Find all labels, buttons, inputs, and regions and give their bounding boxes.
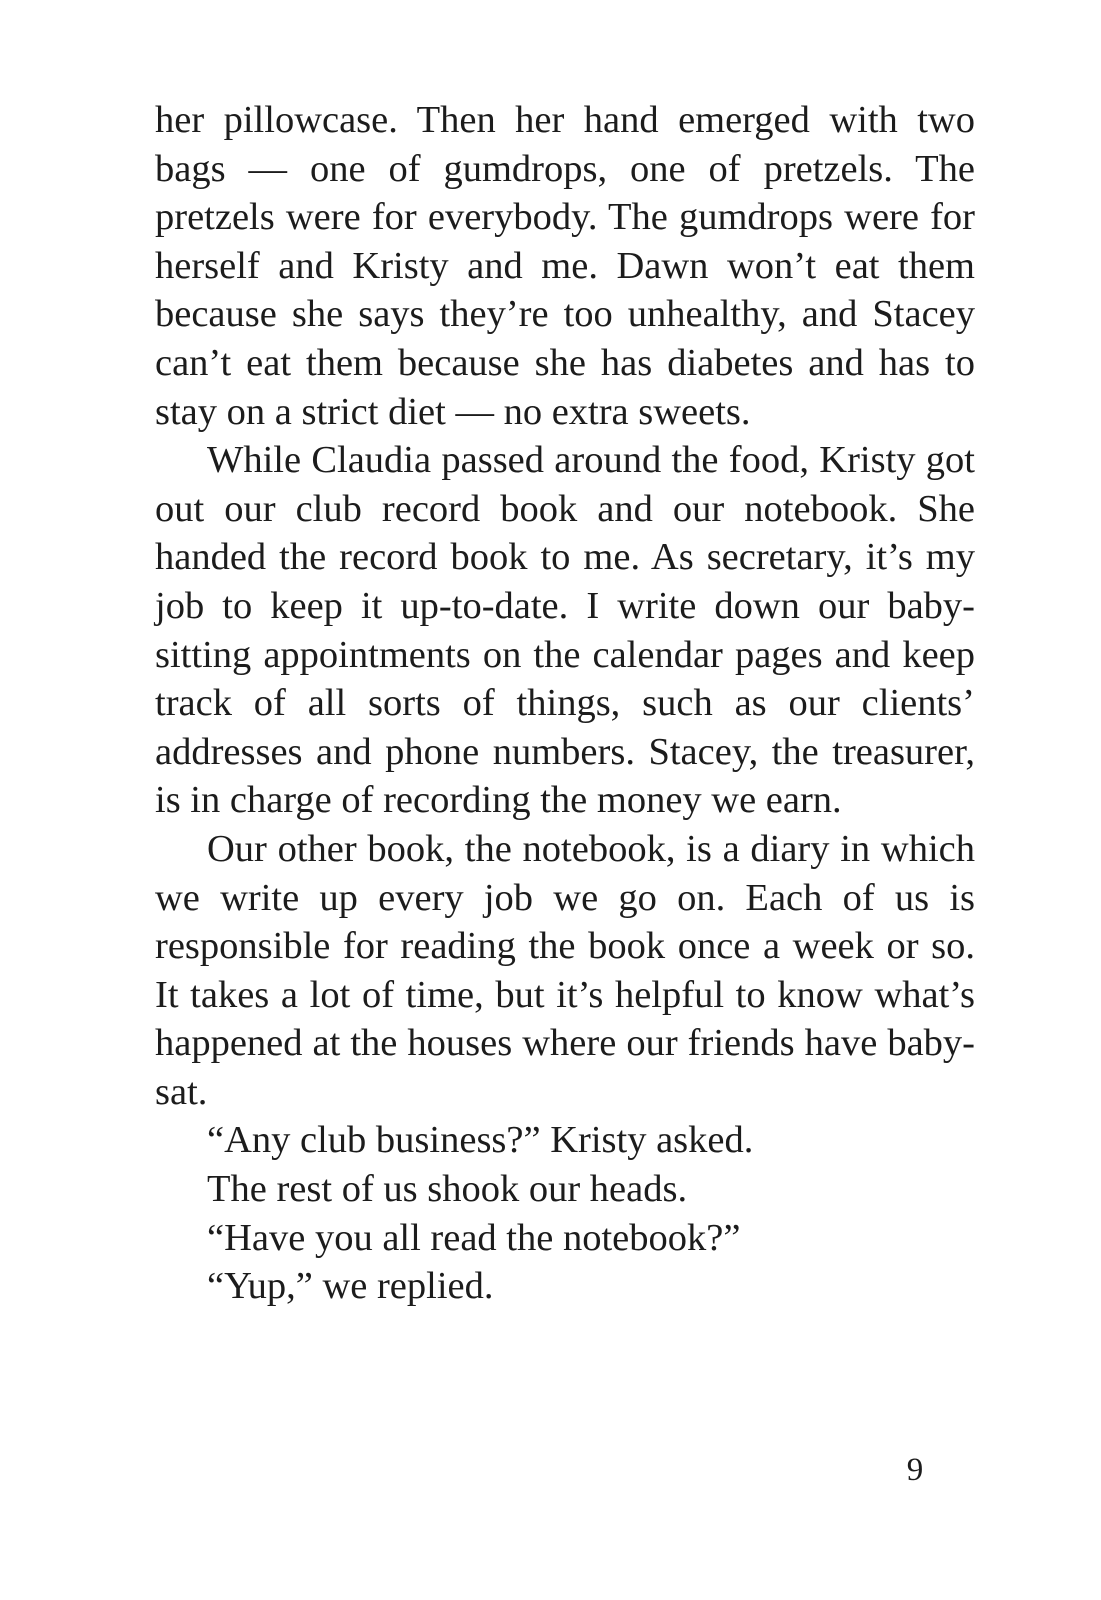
narration-line-heads: The rest of us shook our heads. xyxy=(207,1168,688,1211)
dialogue-line-yup: “Yup,” we replied. xyxy=(207,1265,494,1308)
paragraph-record-book: While Claudia passed around the food, Kristy got out our club record book and our notebook. She handed the record book to me. As secretary, it’s my job to keep it up-to-date. I write down our baby-sitting appointments on the calendar pages and keep track of all sorts of things, such as our clients’ addresses and phone numbers. Stacey, the treasurer, is in charge of recording the money we earn. xyxy=(155,439,975,822)
paragraph-continuation: her pillowcase. Then her hand emerged with two bags — one of gumdrops, one of pretzels. The pretzels were for everybody. The gumdrops were for herself and Kristy and me. Dawn won’t eat them because she says they’re too unhealthy, and Stacey can’t eat them because she has diabetes and has to stay on a strict diet — no extra sweets. xyxy=(155,99,975,433)
dialogue-line-club-business: “Any club business?” Kristy asked. xyxy=(207,1119,754,1162)
dialogue-line-read-notebook: “Have you all read the notebook?” xyxy=(207,1216,741,1259)
page-number: 9 xyxy=(906,1452,924,1488)
body-text xyxy=(155,96,975,1311)
paragraph-notebook: Our other book, the notebook, is a diary in which we write up every job we go on. Each of us is responsible for reading the book once a week or so. It takes a lot of time, but it’s helpful to know what’s happened at the houses where our friends have baby-sat. xyxy=(155,827,975,1113)
